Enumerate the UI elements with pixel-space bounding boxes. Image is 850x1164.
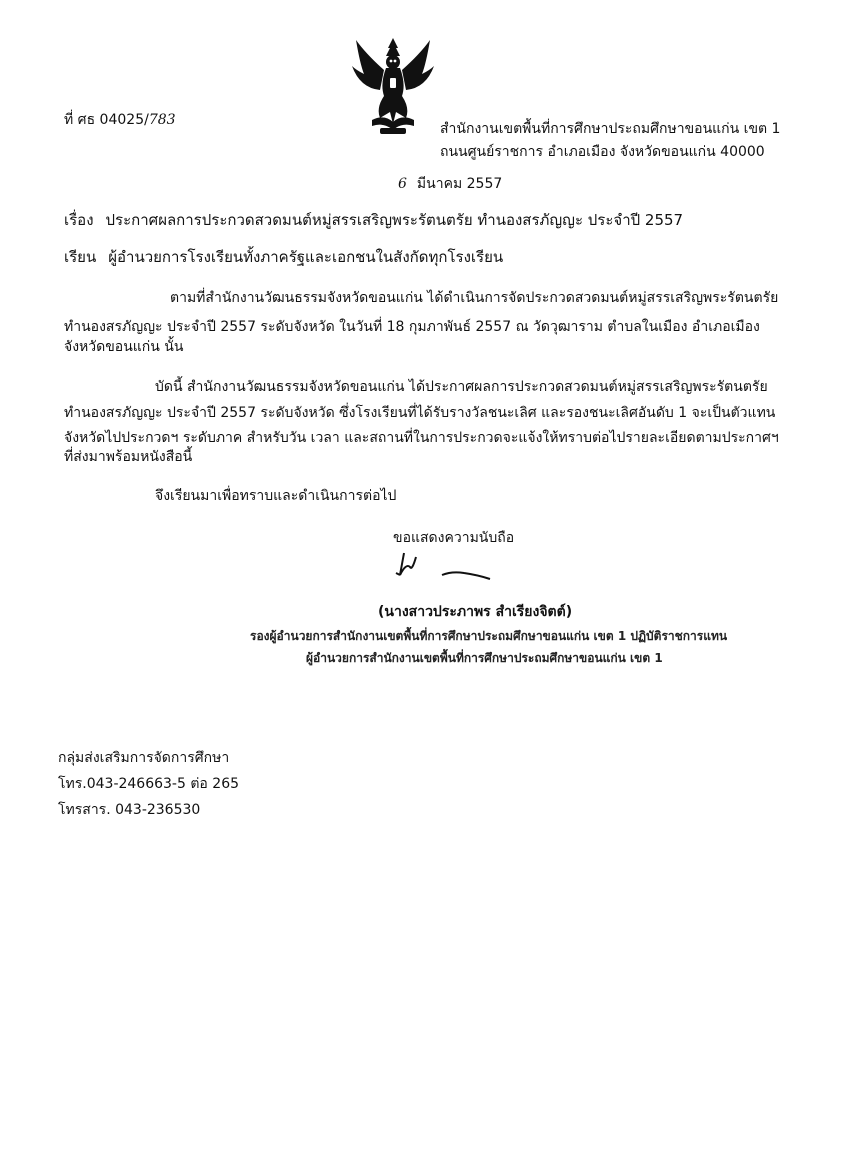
letter-date: 6 มีนาคม 2557 bbox=[398, 176, 503, 192]
closing-paragraph: จึงเรียนมาเพื่อทราบและดำเนินการต่อไป bbox=[155, 488, 397, 504]
paragraph-1-line: จังหวัดขอนแก่น นั้น bbox=[64, 339, 184, 355]
subject-line: เรื่อง ประกาศผลการประกวดสวดมนต์หมู่สรรเสริญพระรัตนตรัย ทำนองสรภัญญะ ประจำปี 2557 bbox=[64, 211, 684, 229]
paragraph-1-line: ทำนองสรภัญญะ ประจำปี 2557 ระดับจังหวัด ในวันที่ 18 กุมภาพันธ์ 2557 ณ วัดวุฒาราม ตำบลในเมือง อำเภอเมือง bbox=[64, 319, 760, 335]
signature-icon bbox=[392, 545, 502, 590]
reference-number: ที่ ศธ 04025/783 bbox=[64, 112, 176, 128]
office-name: สำนักงานเขตพื้นที่การศึกษาประถมศึกษาขอนแก่น เขต 1 bbox=[440, 121, 781, 137]
signer-name: (นางสาวประภาพร สำเรียงจิตต์) bbox=[378, 604, 573, 620]
department: กลุ่มส่งเสริมการจัดการศึกษา bbox=[58, 750, 230, 766]
paragraph-2-line: จังหวัดไปประกวดฯ ระดับภาค สำหรับวัน เวลา และสถานที่ในการประกวดจะแจ้งให้ทราบต่อไปรายละเอียดตามประกาศฯ bbox=[64, 430, 779, 446]
garuda-emblem-icon bbox=[350, 34, 436, 138]
regards: ขอแสดงความนับถือ bbox=[393, 530, 515, 546]
recipient-line: เรียน ผู้อำนวยการโรงเรียนทั้งภาครัฐและเอกชนในสังกัดทุกโรงเรียน bbox=[64, 248, 504, 266]
phone: โทร.043-246663-5 ต่อ 265 bbox=[58, 776, 240, 792]
fax: โทรสาร. 043-236530 bbox=[58, 802, 201, 818]
signer-title-line-1: รองผู้อำนวยการสำนักงานเขตพื้นที่การศึกษาประถมศึกษาขอนแก่น เขต 1 ปฏิบัติราชการแทน bbox=[250, 629, 728, 643]
paragraph-2-line: บัดนี้ สำนักงานวัฒนธรรมจังหวัดขอนแก่น ได้ประกาศผลการประกวดสวดมนต์หมู่สรรเสริญพระรัตนตรัย bbox=[155, 379, 768, 395]
paragraph-1-line: ตามที่สำนักงานวัฒนธรรมจังหวัดขอนแก่น ได้ดำเนินการจัดประกวดสวดมนต์หมู่สรรเสริญพระรัตนตรัย bbox=[170, 290, 779, 306]
paragraph-2-line: ที่ส่งมาพร้อมหนังสือนี้ bbox=[64, 449, 193, 465]
signer-title-line-2: ผู้อำนวยการสำนักงานเขตพื้นที่การศึกษาประถมศึกษาขอนแก่น เขต 1 bbox=[306, 651, 663, 665]
paragraph-2-line: ทำนองสรภัญญะ ประจำปี 2557 ระดับจังหวัด ซึ่งโรงเรียนที่ได้รับรางวัลชนะเลิศ และรองชนะเลิศอันดับ 1 จะเป็นตัวแทน bbox=[64, 405, 776, 421]
office-address: ถนนศูนย์ราชการ อำเภอเมือง จังหวัดขอนแก่น 40000 bbox=[440, 144, 765, 160]
